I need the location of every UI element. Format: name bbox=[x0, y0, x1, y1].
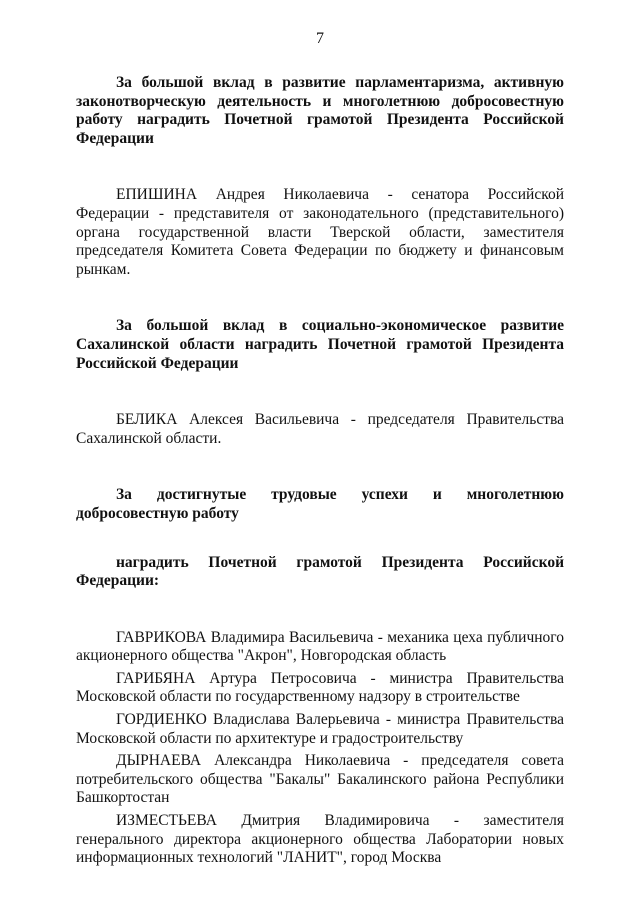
awardee-surname: ГАРИБЯНА bbox=[116, 669, 196, 687]
section-heading-parliament: За большой вклад в развитие парламентаризма, активную законотворческую деятельность и многолетнюю добросовестную работу наградить Почетной грамотой Президента Российской Федерации bbox=[76, 74, 564, 147]
section-heading-labor: За достигнутые трудовые успехи и многолетнюю добросовестную работу bbox=[76, 486, 564, 522]
awardee-surname: ГОРДИЕНКО bbox=[116, 711, 207, 729]
document-body bbox=[76, 74, 564, 868]
awardee-details: Дмитрия Владимировича - заместителя генерального директора акционерного общества Лаборатории новых информационных технологий "ЛАНИТ", город Москва bbox=[76, 812, 564, 867]
award-entry-dyrnaev bbox=[76, 752, 564, 808]
awardee-details: Владислава Валерьевича - министра Правительства Московской области по архитектуре и градостроительству bbox=[76, 711, 565, 747]
awardee-surname: ДЫРНАЕВА bbox=[116, 752, 202, 770]
award-entry-epishin bbox=[76, 186, 564, 279]
section-heading-sakhalin: За большой вклад в социально-экономическое развитие Сахалинской области наградить Почетной грамотой Президента Российской Федерации bbox=[76, 317, 564, 372]
awardee-details: Александра Николаевича - председателя совета потребительского общества "Бакалы" Бакалинского района Республики Башкортостан bbox=[76, 752, 565, 807]
section-subheading-labor: наградить Почетной грамотой Президента Российской Федерации: bbox=[76, 553, 564, 590]
awardee-details: Артура Петросовича - министра Правительства Московской области по государственному надзору в строительстве bbox=[76, 669, 564, 706]
page-number: 7 bbox=[316, 30, 324, 47]
award-entry-belik bbox=[76, 411, 564, 448]
awardee-details: Владимира Васильевича - механика цеха публичного акционерного общества "Акрон", Новгородская область bbox=[76, 628, 565, 665]
awardee-surname: БЕЛИКА bbox=[116, 411, 178, 429]
awardee-surname: ИЗМЕСТЬЕВА bbox=[116, 812, 217, 830]
award-entry-gordienko bbox=[76, 711, 564, 748]
award-entry-izmestyev bbox=[76, 812, 564, 868]
award-entry-garibyan bbox=[76, 670, 564, 707]
awardee-details: Андрея Николаевича - сенатора Российской Федерации - представителя от законодательного (представительного) органа государственной власти Тверской области, заместителя председателя Комитета Совета Федерации по бюджету и финансовым рынкам. bbox=[76, 186, 565, 278]
awardee-surname: ЕПИШИНА bbox=[116, 186, 198, 204]
awardee-details: Алексея Васильевича - председателя Правительства Сахалинской области. bbox=[76, 411, 564, 447]
awardee-surname: ГАВРИКОВА bbox=[116, 628, 207, 646]
award-entry-gavrikov bbox=[76, 629, 564, 666]
